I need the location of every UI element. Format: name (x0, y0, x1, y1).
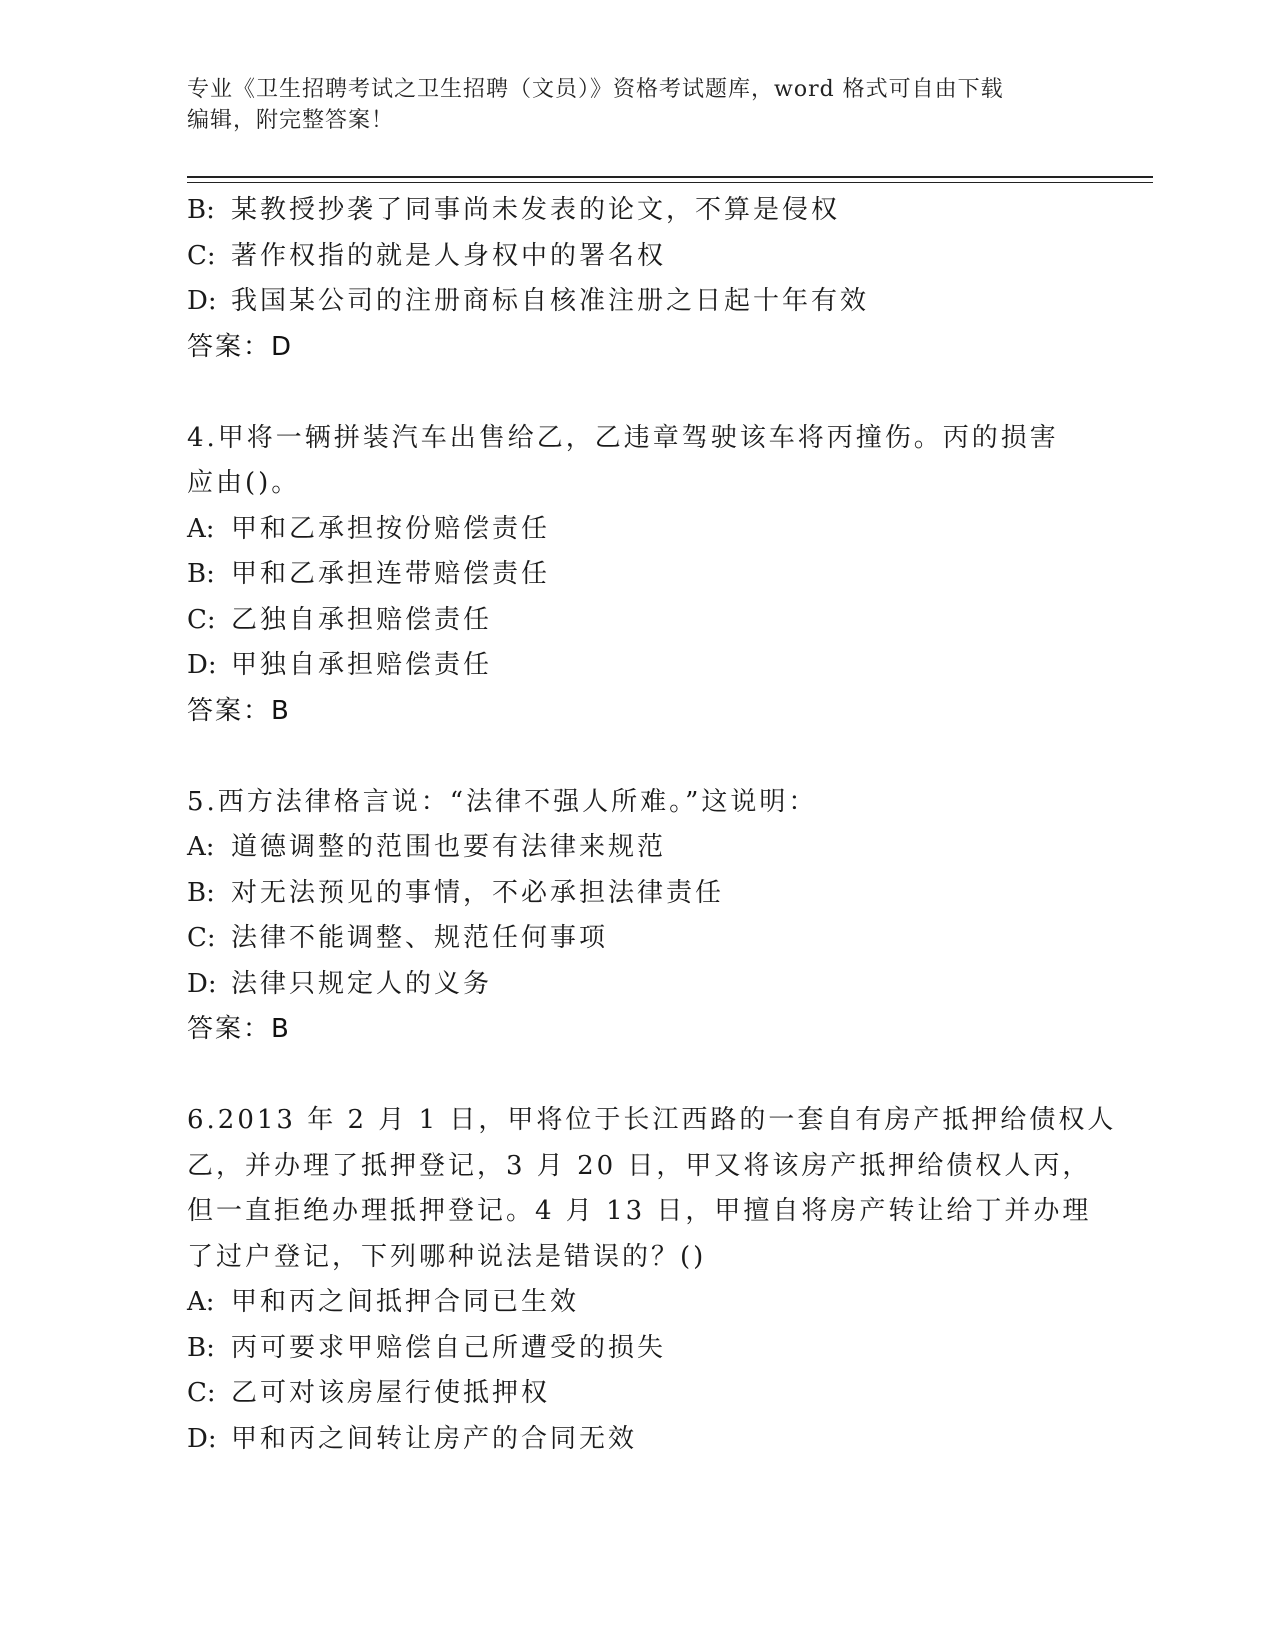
spacer (187, 370, 1087, 416)
question-stem: 但一直拒绝办理抵押登记。4 月 13 日，甲擅自将房产转让给丁并办理 (187, 1196, 1092, 1226)
option-a (187, 825, 1087, 871)
question-stem: 4.甲将一辆拼装汽车出售给乙，乙违章驾驶该车将丙撞伤。丙的损害 (187, 422, 1059, 453)
answer-line: 答案：B (187, 1014, 291, 1044)
option-letter: C: (187, 1378, 216, 1408)
spacer (187, 1053, 1087, 1099)
document-header (187, 74, 1067, 136)
option-d (187, 279, 1087, 325)
option-letter: B: (187, 1332, 215, 1363)
question-stem: 应由()。 (187, 468, 301, 498)
option-text: 甲和乙承担按份赔偿责任 (231, 513, 551, 544)
question-stem: 了过户登记，下列哪种说法是错误的？() (187, 1241, 707, 1272)
option-text: 我国某公司的注册商标自核准注册之日起十年有效 (231, 286, 870, 316)
option-letter: C: (187, 923, 216, 953)
answer-line: 答案：D (187, 331, 294, 362)
option-letter: D: (187, 1423, 217, 1454)
option-d (187, 962, 1087, 1008)
answer-line: 答案：B (187, 695, 291, 726)
option-text: 道德调整的范围也要有法律来规范 (231, 832, 667, 862)
option-text: 法律不能调整、规范任何事项 (231, 923, 609, 953)
header-divider-thick (187, 176, 1153, 178)
question-4 (187, 416, 1087, 735)
question-stem: 乙，并办理了抵押登记，3 月 20 日，甲又将该房产抵押给债权人丙， (187, 1150, 1092, 1181)
option-text: 某教授抄袭了同事尚未发表的论文，不算是侵权 (231, 195, 841, 225)
option-c (187, 234, 1087, 280)
option-b (187, 552, 1087, 598)
option-text: 著作权指的就是人身权中的署名权 (231, 240, 667, 271)
question-stem: 5.西方法律格言说：“法律不强人所难。”这说明： (187, 786, 818, 817)
question-5 (187, 780, 1087, 1053)
option-letter: C: (187, 240, 216, 271)
header-line-2: 编辑，附完整答案！ (187, 108, 395, 133)
question-stem: 6.2013 年 2 月 1 日，甲将位于长江西路的一套自有房产抵押给债权人 (187, 1105, 1117, 1135)
option-text: 法律只规定人的义务 (231, 968, 493, 999)
option-letter: D: (187, 968, 217, 999)
option-letter: D: (187, 650, 217, 680)
option-c (187, 598, 1087, 644)
option-d (187, 1417, 1087, 1463)
option-text: 乙可对该房屋行使抵押权 (231, 1378, 551, 1408)
option-letter: B: (187, 877, 215, 908)
option-text: 乙独自承担赔偿责任 (231, 604, 493, 635)
option-b (187, 871, 1087, 917)
question-list (187, 188, 1117, 1462)
question-6 (187, 1098, 1117, 1462)
option-text: 甲和乙承担连带赔偿责任 (231, 559, 551, 589)
option-letter: A: (187, 1287, 215, 1317)
option-c (187, 1371, 1087, 1417)
option-b (187, 1326, 1087, 1372)
spacer (187, 734, 1087, 780)
option-text: 甲独自承担赔偿责任 (231, 650, 493, 680)
header-line-1: 专业《卫生招聘考试之卫生招聘（文员）》资格考试题库，word 格式可自由下载 (187, 77, 1004, 102)
option-letter: B: (187, 195, 215, 225)
option-letter: A: (187, 832, 215, 862)
option-text: 甲和丙之间抵押合同已生效 (231, 1287, 580, 1317)
header-divider-thin (187, 182, 1153, 183)
question-3 (187, 188, 1087, 370)
option-b (187, 188, 1087, 234)
option-text: 对无法预见的事情，不必承担法律责任 (231, 877, 725, 908)
option-letter: A: (187, 513, 215, 544)
option-text: 丙可要求甲赔偿自己所遭受的损失 (231, 1332, 667, 1363)
option-letter: C: (187, 604, 216, 635)
option-a (187, 1280, 1087, 1326)
option-letter: B: (187, 559, 215, 589)
option-a (187, 507, 1087, 553)
option-d (187, 643, 1087, 689)
option-c (187, 916, 1087, 962)
option-text: 甲和丙之间转让房产的合同无效 (231, 1423, 638, 1454)
option-letter: D: (187, 286, 217, 316)
